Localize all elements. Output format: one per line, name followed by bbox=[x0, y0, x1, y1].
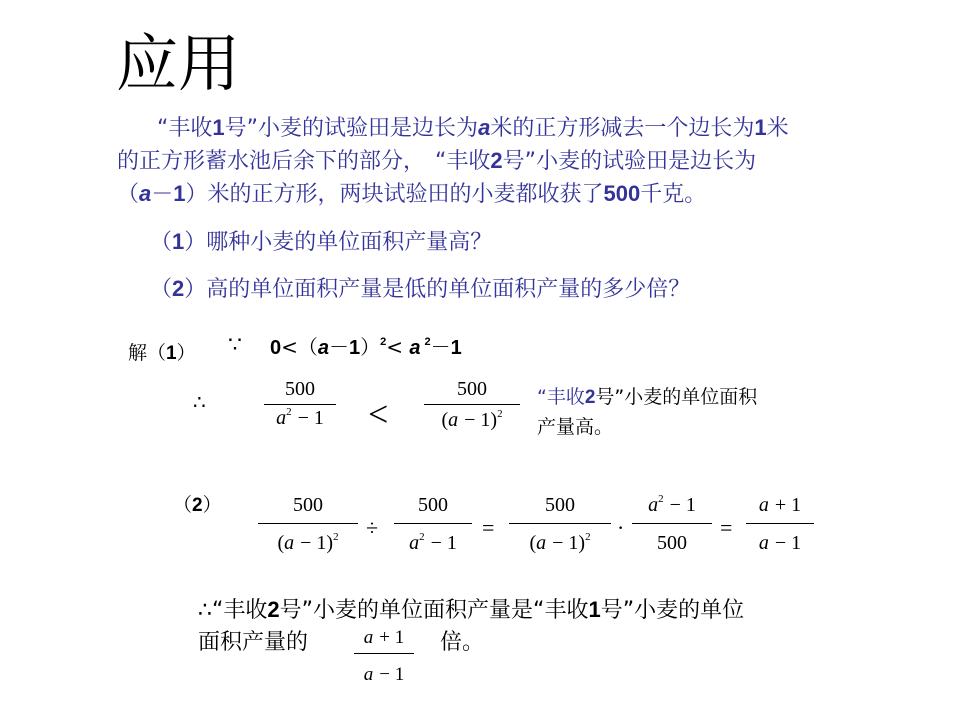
multiply-dot: · bbox=[617, 515, 625, 540]
fraction-f2: 500 $a^2 - 1$ bbox=[394, 494, 472, 555]
solution-2-label: （2） bbox=[173, 494, 222, 516]
problem-line-2: 的正方形蓄水池后余下的部分， “丰收2号”小麦的试验田是边长为 bbox=[117, 148, 757, 174]
page-title: 应用 bbox=[116, 27, 241, 100]
question-1: （1）哪种小麦的单位面积产量高？ bbox=[150, 229, 493, 255]
answer-fraction: a + 1 a − 1 bbox=[354, 627, 414, 686]
fraction-500-over-a2-minus-1: 500 $a^2 - 1$ bbox=[264, 378, 336, 430]
fraction-f4: $a^2 - 1$ 500 bbox=[632, 494, 712, 555]
answer-line-1: ∴“丰收2号”小麦的单位面积产量是“丰收1号”小麦的单位 bbox=[198, 597, 745, 623]
problem-line-3: （a－1）米的正方形，两块试验田的小麦都收获了500千克。 bbox=[117, 181, 707, 207]
fraction-f3: 500 $(a - 1)^2$ bbox=[509, 494, 611, 555]
answer-line-2-start: 面积产量的 bbox=[198, 630, 309, 655]
fraction-f5: a + 1 a − 1 bbox=[746, 494, 814, 555]
fraction-f1: 500 $(a - 1)^2$ bbox=[258, 494, 358, 555]
equals-symbol-2: = bbox=[720, 515, 733, 540]
solution-1-label: 解（1） bbox=[128, 342, 196, 364]
problem-line-1: “丰收1号”小麦的试验田是边长为a米的正方形减去一个边长为1米 bbox=[157, 115, 789, 141]
inequality: $0<(a-1)^2< a$ $^2$－1 bbox=[270, 335, 462, 359]
divide-symbol: ÷ bbox=[366, 515, 379, 540]
conclusion-1-line-2: 产量高。 bbox=[537, 416, 614, 438]
conclusion-1-line-1: “丰收2号”小麦的单位面积 bbox=[537, 386, 758, 408]
question-2: （2）高的单位面积产量是低的单位面积产量的多少倍？ bbox=[150, 276, 691, 302]
fraction-500-over-a-minus-1-squared: 500 $(a - 1)^2$ bbox=[424, 378, 520, 432]
less-than-symbol: < bbox=[368, 394, 389, 434]
answer-line-2-end: 倍。 bbox=[440, 630, 485, 655]
therefore-symbol-1: ∴ bbox=[193, 392, 206, 414]
equals-symbol-1: = bbox=[482, 515, 495, 540]
because-symbol: ∵ bbox=[228, 332, 242, 357]
